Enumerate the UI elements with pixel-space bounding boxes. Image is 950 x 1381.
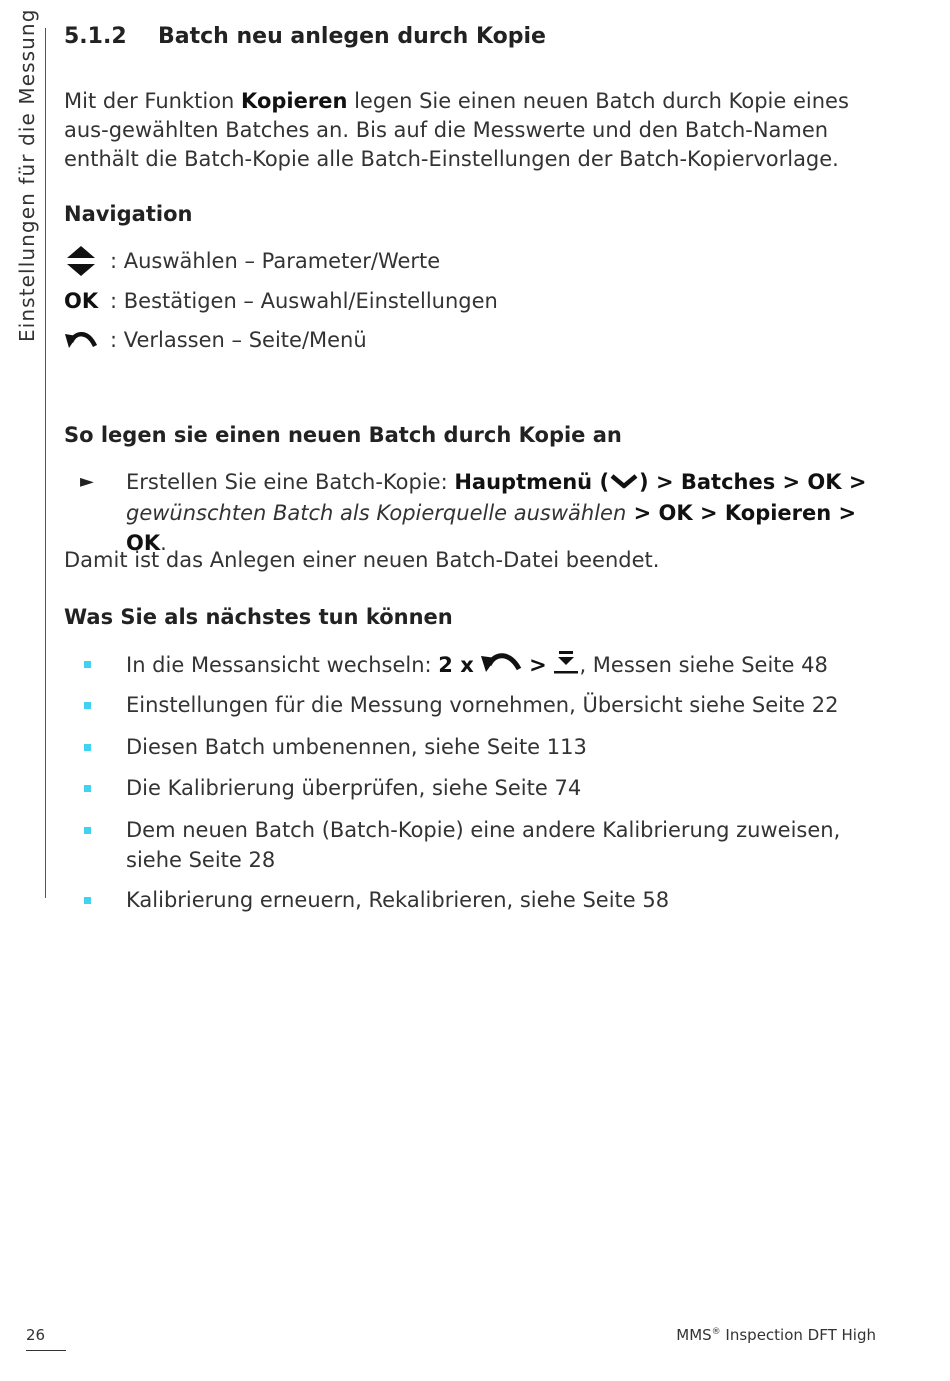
nav-text-exit: : Verlassen – Seite/Menü <box>110 328 367 352</box>
section-number: 5.1.2 <box>64 24 127 49</box>
ok-key-label: OK <box>64 289 99 313</box>
list-item-text: Dem neuen Batch (Batch-Kopie) eine andere Kalibrierung zuweisen, siehe Seite 28 <box>126 818 841 872</box>
step-bold-3: > OK > Kopieren > OK <box>126 501 857 555</box>
bullet-square <box>84 702 91 709</box>
back-arrow-icon <box>480 649 522 683</box>
list-item-text: Diesen Batch umbenennen, siehe Seite 113 <box>126 735 587 759</box>
bullet-square <box>84 744 91 751</box>
intro-before: Mit der Funktion <box>64 89 242 113</box>
nav-text-confirm: : Bestätigen – Auswahl/Einstellungen <box>110 289 498 313</box>
footer-reg: ® <box>711 1327 721 1337</box>
howto-heading: So legen sie einen neuen Batch durch Kopie an <box>64 423 622 447</box>
step-end: . <box>160 531 167 555</box>
intro-paragraph <box>64 87 894 174</box>
bullet-square <box>84 785 91 792</box>
step-bold-1: Hauptmenü ( <box>454 470 610 494</box>
step-italic: gewünschten Batch als Kopierquelle auswählen <box>126 501 627 525</box>
bullet-pre: In die Messansicht wechseln: <box>126 653 432 677</box>
nav-text-select: : Auswählen – Parameter/Werte <box>110 249 441 273</box>
step-bold-2: ) > Batches > OK > <box>639 470 867 494</box>
back-arrow-icon <box>64 323 100 357</box>
footer-product <box>676 1326 876 1344</box>
list-item-text: Kalibrierung erneuern, Rekalibrieren, siehe Seite 58 <box>126 888 670 912</box>
side-tab-label: Einstellungen für die Messung <box>15 8 39 342</box>
list-item-text: Einstellungen für die Messung vornehmen, Übersicht siehe Seite 22 <box>126 693 839 717</box>
nav-row-exit <box>64 323 367 357</box>
bullet-square <box>84 827 91 834</box>
footer-product-name: Inspection DFT High <box>720 1326 876 1344</box>
navigation-heading: Navigation <box>64 202 193 226</box>
nav-row-select <box>64 244 440 278</box>
side-tab <box>12 8 42 342</box>
list-item-text <box>126 649 878 683</box>
footer-rule <box>26 1350 66 1351</box>
footer-brand: MMS <box>676 1326 712 1344</box>
list-item-text: Die Kalibrierung überprüfen, siehe Seite 74 <box>126 776 582 800</box>
up-down-arrows-icon <box>64 244 100 278</box>
nav-row-confirm <box>64 284 498 318</box>
step-text <box>126 467 896 558</box>
step-arrow-icon: ► <box>80 471 94 492</box>
section-title: Batch neu anlegen durch Kopie <box>158 24 546 49</box>
next-heading: Was Sie als nächstes tun können <box>64 605 453 629</box>
bullet-gt: > <box>529 653 547 677</box>
measure-icon <box>553 649 579 683</box>
page-number: 26 <box>26 1326 46 1344</box>
bullet-count: 2 x <box>438 653 474 677</box>
bullet-post: , Messen siehe Seite 48 <box>579 653 828 677</box>
step-plain: Erstellen Sie eine Batch-Kopie: <box>126 470 455 494</box>
chevron-down-icon <box>609 468 639 498</box>
intro-after: legen Sie einen neuen Batch durch Kopie eines aus-gewählten Batches an. Bis auf die Messwerte und den Batch-Namen enthält die Batch-Kopie alle Batch-Einstellungen der Batch-Kopiervorlage. <box>64 89 849 171</box>
done-paragraph: Damit ist das Anlegen einer neuen Batch-Datei beendet. <box>64 548 660 572</box>
intro-bold: Kopieren <box>241 89 348 113</box>
bullet-square <box>84 897 91 904</box>
side-divider <box>45 28 46 898</box>
bullet-square <box>84 661 91 668</box>
